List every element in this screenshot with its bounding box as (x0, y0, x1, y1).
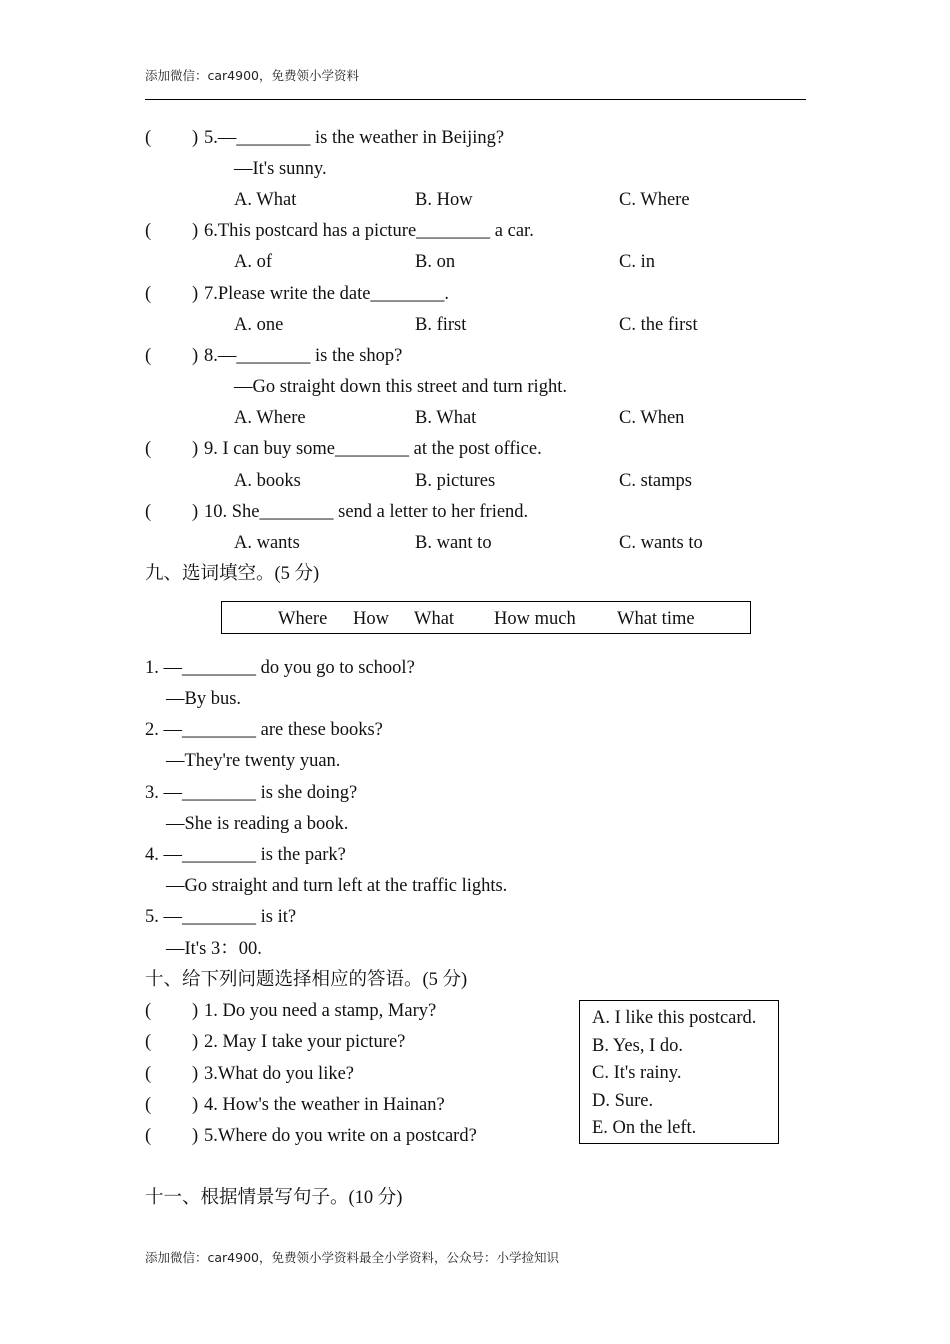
option-a: A. of (234, 252, 273, 272)
option-c: C. the first (619, 315, 698, 335)
option-c: C. Where (619, 190, 690, 210)
answer-choice-e: E. On the left. (592, 1118, 697, 1138)
answer-paren-close: ) (192, 1001, 199, 1021)
answer-paren-close: ) (192, 1032, 199, 1052)
option-b: B. How (415, 190, 473, 210)
option-a: A. wants (234, 533, 300, 553)
option-c: C. When (619, 408, 685, 428)
page-footer: 添加微信：car4900，免费领小学资料最全小学资料，公众号：小学捡知识 (145, 1250, 559, 1265)
fill-question-5: 5. —________ is it? (145, 907, 297, 927)
answer-paren-close: ) (192, 346, 199, 366)
match-question-4 (145, 1093, 565, 1117)
question-stem: 8.—________ is the shop? (204, 346, 403, 366)
answer-choice-a: A. I like this postcard. (592, 1008, 757, 1028)
question-stem: 9. I can buy some________ at the post office. (204, 439, 542, 459)
answer-paren-open: ( (145, 439, 152, 459)
question-text: 4. How's the weather in Hainan? (204, 1095, 445, 1115)
answer-paren-close: ) (192, 284, 199, 304)
answer-paren-close: ) (192, 439, 199, 459)
mc-question-8 (145, 344, 745, 368)
fill-question-1: 1. —________ do you go to school? (145, 658, 415, 678)
answer-paren-close: ) (192, 502, 199, 522)
answer-choice-d: D. Sure. (592, 1091, 654, 1111)
answer-paren-open: ( (145, 1032, 152, 1052)
fill-answer-2: —They're twenty yuan. (166, 751, 341, 771)
answer-paren-open: ( (145, 346, 152, 366)
option-a: A. books (234, 471, 301, 491)
section-9-title: 九、选词填空。(5 分) (145, 564, 320, 584)
match-question-2 (145, 1030, 565, 1054)
answer-paren-close: ) (192, 128, 199, 148)
fill-question-3: 3. —________ is she doing? (145, 783, 358, 803)
match-question-1 (145, 999, 565, 1023)
answer-choice-c: C. It's rainy. (592, 1063, 682, 1083)
answer-paren-open: ( (145, 1064, 152, 1084)
answer-paren-close: ) (192, 1064, 199, 1084)
answer-paren-open: ( (145, 502, 152, 522)
word-bank-item: What time (617, 609, 695, 629)
answer-paren-close: ) (192, 1126, 199, 1146)
answer-choices-box (579, 1000, 779, 1144)
option-c: C. wants to (619, 533, 703, 553)
question-text: 1. Do you need a stamp, Mary? (204, 1001, 437, 1021)
option-b: B. on (415, 252, 456, 272)
section-11-title: 十一、根据情景写句子。(10 分) (145, 1188, 403, 1208)
question-reply: —Go straight down this street and turn right. (234, 377, 567, 397)
question-stem: 5.—________ is the weather in Beijing? (204, 128, 505, 148)
option-b: B. What (415, 408, 477, 428)
mc-question-5 (145, 126, 745, 150)
word-bank-item: What (414, 609, 455, 629)
fill-answer-5: —It's 3：00. (166, 939, 262, 959)
question-stem: 10. She________ send a letter to her friend. (204, 502, 529, 522)
word-bank-item: How much (494, 609, 576, 629)
mc-question-7 (145, 282, 745, 306)
match-question-5 (145, 1124, 565, 1148)
answer-paren-open: ( (145, 221, 152, 241)
mc-question-10 (145, 500, 745, 524)
fill-answer-1: —By bus. (166, 689, 242, 709)
answer-paren-close: ) (192, 1095, 199, 1115)
page-header: 添加微信：car4900，免费领小学资料 (145, 68, 359, 83)
question-text: 3.What do you like? (204, 1064, 355, 1084)
option-c: C. stamps (619, 471, 692, 491)
option-b: B. pictures (415, 471, 496, 491)
question-text: 2. May I take your picture? (204, 1032, 406, 1052)
answer-paren-open: ( (145, 284, 152, 304)
option-a: A. one (234, 315, 284, 335)
word-bank-box (221, 601, 751, 634)
section-10-title: 十、给下列问题选择相应的答语。(5 分) (145, 970, 468, 990)
word-bank-item: How (353, 609, 389, 629)
fill-question-2: 2. —________ are these books? (145, 720, 383, 740)
mc-question-9 (145, 437, 745, 461)
option-a: A. Where (234, 408, 306, 428)
answer-paren-close: ) (192, 221, 199, 241)
answer-paren-open: ( (145, 1001, 152, 1021)
question-stem: 6.This postcard has a picture________ a car. (204, 221, 534, 241)
fill-question-4: 4. —________ is the park? (145, 845, 346, 865)
match-question-3 (145, 1062, 565, 1086)
answer-choice-b: B. Yes, I do. (592, 1036, 683, 1056)
question-text: 5.Where do you write on a postcard? (204, 1126, 477, 1146)
fill-answer-3: —She is reading a book. (166, 814, 349, 834)
option-c: C. in (619, 252, 655, 272)
answer-paren-open: ( (145, 1126, 152, 1146)
option-b: B. want to (415, 533, 492, 553)
option-b: B. first (415, 315, 467, 335)
question-reply: —It's sunny. (234, 159, 327, 179)
answer-paren-open: ( (145, 1095, 152, 1115)
option-a: A. What (234, 190, 297, 210)
header-divider (145, 99, 806, 100)
question-stem: 7.Please write the date________. (204, 284, 450, 304)
answer-paren-open: ( (145, 128, 152, 148)
word-bank-item: Where (278, 609, 328, 629)
fill-answer-4: —Go straight and turn left at the traffic lights. (166, 876, 508, 896)
mc-question-6 (145, 219, 745, 243)
